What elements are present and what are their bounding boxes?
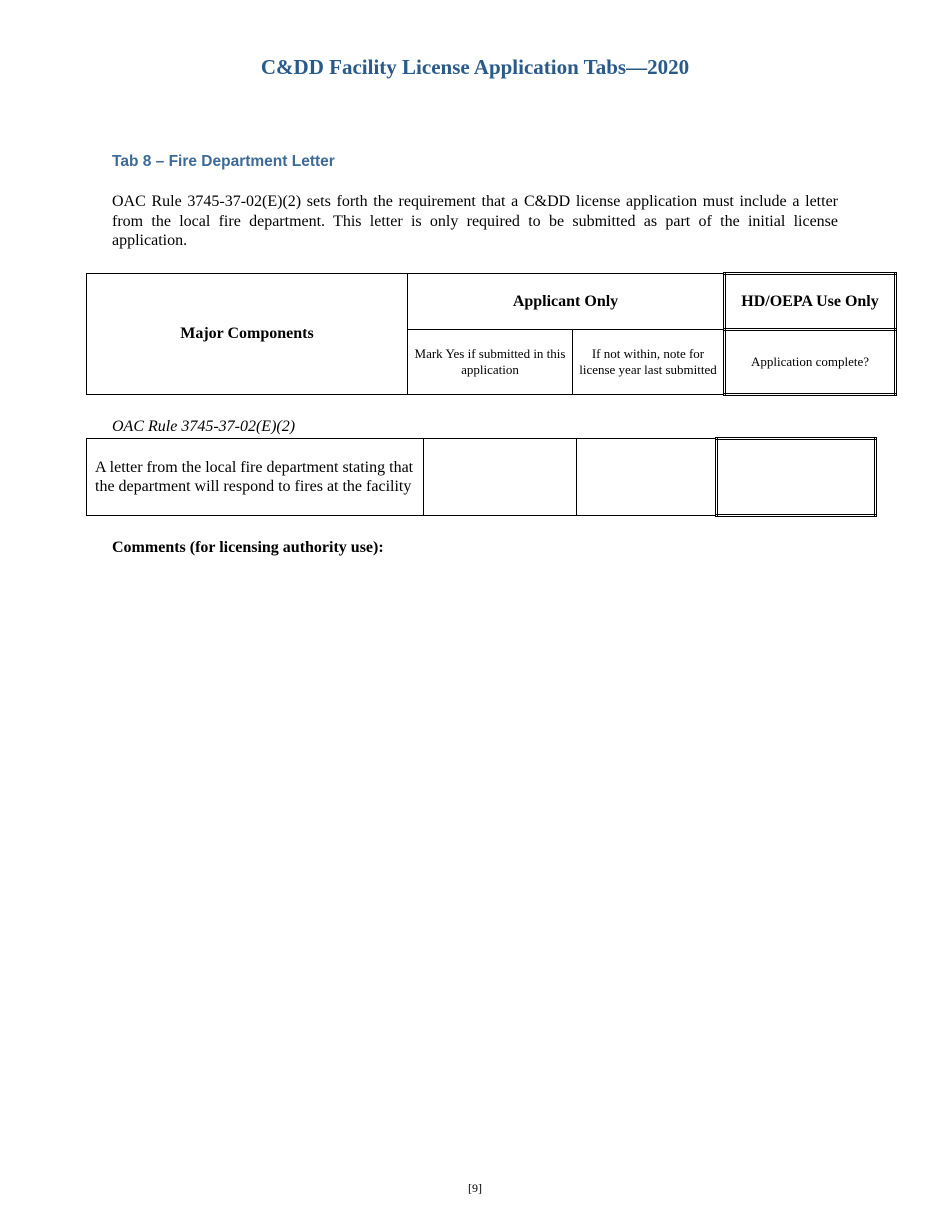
section-heading: Tab 8 – Fire Department Letter	[112, 153, 335, 170]
requirements-table	[86, 437, 877, 517]
application-complete-cell[interactable]	[717, 439, 876, 516]
mark-yes-subheader: Mark Yes if submitted in this application	[408, 330, 573, 395]
applicant-only-header: Applicant Only	[408, 274, 725, 330]
requirement-text: A letter from the local fire department stating that the department will respond to fires at the facility	[87, 439, 424, 516]
rule-reference: OAC Rule 3745-37-02(E)(2)	[112, 418, 296, 435]
document-title: C&DD Facility License Application Tabs—2020	[260, 55, 690, 79]
page-number: [9]	[468, 1181, 482, 1195]
major-components-header: Major Components	[87, 274, 408, 395]
components-header-table	[86, 272, 897, 396]
intro-paragraph: OAC Rule 3745-37-02(E)(2) sets forth the requirement that a C&DD license application must include a letter from the local fire department. This letter is only required to be submitted as part of the initial license application.	[112, 193, 838, 249]
last-submitted-year-cell[interactable]	[577, 439, 717, 516]
last-submitted-subheader: If not within, note for license year last submitted	[573, 330, 725, 395]
comments-label: Comments (for licensing authority use):	[112, 539, 384, 556]
submitted-cell[interactable]	[424, 439, 577, 516]
table-row	[87, 439, 876, 516]
hd-oepa-header: HD/OEPA Use Only	[725, 274, 896, 330]
application-complete-subheader: Application complete?	[725, 330, 896, 395]
